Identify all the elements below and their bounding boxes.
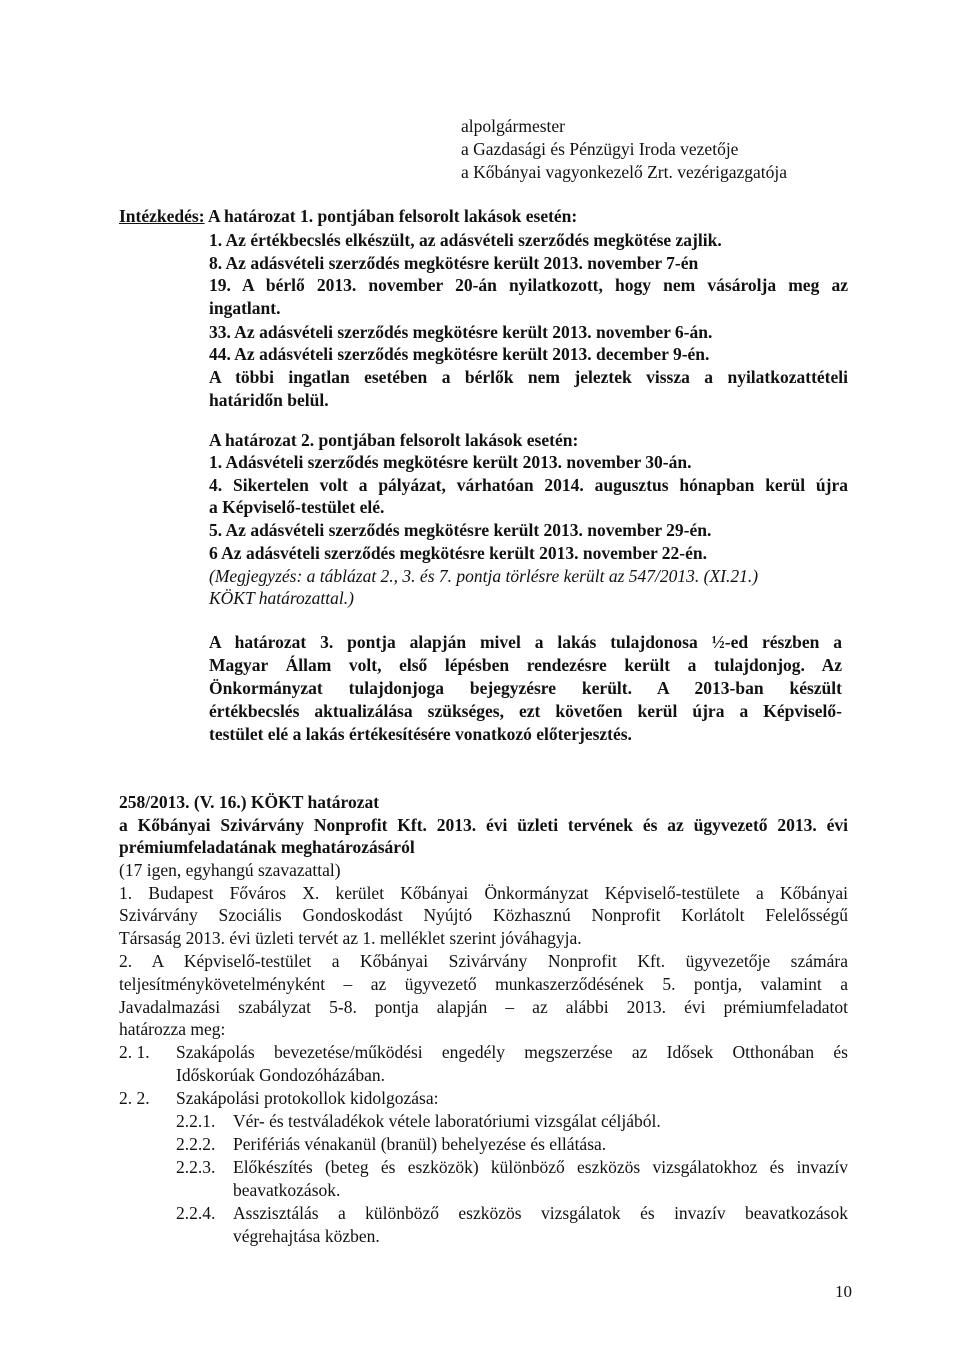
intezkedes-other-cont: határidőn belül. — [209, 390, 329, 410]
para2-line-2: teljesítménykövetelményként – az ügyvezető munkaszerződésének 5. pontja, valamint a — [119, 974, 848, 994]
task-2-1-num: 2. 1. — [119, 1042, 150, 1062]
subtask-2-2-4-num: 2.2.4. — [176, 1203, 216, 1223]
subtask-2-2-1-num: 2.2.1. — [176, 1111, 216, 1131]
resolution-title: 258/2013. (V. 16.) KÖKT határozat — [119, 792, 380, 812]
intezkedes-item-19-cont: ingatlant. — [209, 298, 281, 318]
para1-line-1: 1. Budapest Főváros X. kerület Kőbányai Önkormányzat Képviselő-testülete a Kőbányai — [119, 883, 848, 903]
section3-line-3: Önkormányzat tulajdonjoga bejegyzésre került. A 2013-ban készült — [209, 678, 842, 698]
section2-item-4: 4. Sikertelen volt a pályázat, várhatóan 2014. augusztus hónapban kerül újra — [209, 475, 848, 495]
subtask-2-2-2-num: 2.2.2. — [176, 1134, 216, 1154]
intezkedes-label: Intézkedés: — [119, 206, 205, 226]
subtask-2-2-1-line-1: Vér- és testváladékok vétele laboratóriumi vizsgálat céljából. — [233, 1111, 661, 1131]
intezkedes-line — [119, 206, 577, 226]
intezkedes-item-33: 33. Az adásvételi szerződés megkötésre került 2013. november 6-án. — [209, 322, 713, 342]
section2-note-2: KÖKT határozattal.) — [209, 588, 354, 608]
subtask-2-2-3-line-1: Előkészítés (beteg és eszközök) különböző eszközös vizsgálatokhoz és invazív — [233, 1157, 848, 1177]
page-number: 10 — [835, 1282, 852, 1301]
para1-line-2: Szivárvány Szociális Gondoskodást Nyújtó Közhasznú Nonprofit Korlátolt Felelősségű — [119, 905, 848, 925]
intezkedes-intro: A határozat 1. pontjában felsorolt lakások esetén: — [204, 206, 578, 226]
intezkedes-item-1: 1. Az értékbecslés elkészült, az adásvételi szerződés megkötése zajlik. — [209, 230, 722, 250]
resolution-subject-2: prémiumfeladatának meghatározásáról — [119, 837, 415, 857]
section2-item-1: 1. Adásvételi szerződés megkötésre került 2013. november 30-án. — [209, 452, 692, 472]
subtask-2-2-4-line-2: végrehajtása közben. — [233, 1226, 380, 1246]
intezkedes-item-19: 19. A bérlő 2013. november 20-án nyilatkozott, hogy nem vásárolja meg az — [209, 275, 848, 295]
recipient-3: a Kőbányai vagyonkezelő Zrt. vezérigazgatója — [461, 162, 788, 182]
para2-line-4: határozza meg: — [119, 1019, 226, 1039]
subtask-2-2-4-line-1: Asszisztálás a különböző eszközös vizsgálatok és invazív beavatkozások — [233, 1203, 848, 1223]
subtask-2-2-2-line-1: Perifériás vénakanül (branül) behelyezése és ellátása. — [233, 1134, 607, 1154]
intezkedes-item-8: 8. Az adásvételi szerződés megkötésre került 2013. november 7-én — [209, 253, 699, 273]
intezkedes-item-44: 44. Az adásvételi szerződés megkötésre került 2013. december 9-én. — [209, 344, 710, 364]
section3-line-4: értékbecslés aktualizálása szükséges, ezt követően kerül újra a Képviselő- — [209, 701, 842, 721]
section2-item-6: 6 Az adásvételi szerződés megkötésre került 2013. november 22-én. — [209, 543, 708, 563]
section3-line-5: testület elé a lakás értékesítésére vonatkozó előterjesztés. — [209, 724, 632, 744]
task-2-1-line-1: Szakápolás bevezetése/működési engedély megszerzése az Idősek Otthonában és — [176, 1042, 848, 1062]
recipient-1: alpolgármester — [461, 116, 565, 136]
task-2-1-line-2: Időskorúak Gondozóházában. — [176, 1065, 385, 1085]
resolution-vote: (17 igen, egyhangú szavazattal) — [119, 860, 341, 880]
subtask-2-2-3-line-2: beavatkozások. — [233, 1180, 341, 1200]
resolution-subject-1: a Kőbányai Szivárvány Nonprofit Kft. 2013. évi üzleti tervének és az ügyvezető 2013. évi — [119, 815, 848, 835]
para1-line-3: Társaság 2013. évi üzleti tervét az 1. melléklet szerint jóváhagyja. — [119, 928, 582, 948]
section3-line-2: Magyar Állam volt, első lépésben rendezésre került a tulajdonjog. Az — [209, 655, 842, 675]
task-2-2-line-1: Szakápolási protokollok kidolgozása: — [176, 1088, 439, 1108]
section2-item-5: 5. Az adásvételi szerződés megkötésre került 2013. november 29-én. — [209, 520, 712, 540]
section2-heading: A határozat 2. pontjában felsorolt lakások esetén: — [209, 430, 579, 450]
recipient-2: a Gazdasági és Pénzügyi Iroda vezetője — [461, 139, 739, 159]
section2-note-1: (Megjegyzés: a táblázat 2., 3. és 7. pontja törlésre került az 547/2013. (XI.21.) — [209, 566, 759, 586]
section2-item-4-cont: a Képviselő-testület elé. — [209, 497, 385, 517]
task-2-2-num: 2. 2. — [119, 1088, 150, 1108]
para2-line-3: Javadalmazási szabályzat 5-8. pontja alapján – az alábbi 2013. évi prémiumfeladatot — [119, 997, 848, 1017]
para2-line-1: 2. A Képviselő-testület a Kőbányai Szivárvány Nonprofit Kft. ügyvezetője számára — [119, 951, 848, 971]
intezkedes-other: A többi ingatlan esetében a bérlők nem jeleztek vissza a nyilatkozattételi — [209, 367, 848, 387]
section3-line-1: A határozat 3. pontja alapján mivel a lakás tulajdonosa ½-ed részben a — [209, 632, 842, 652]
subtask-2-2-3-num: 2.2.3. — [176, 1157, 216, 1177]
